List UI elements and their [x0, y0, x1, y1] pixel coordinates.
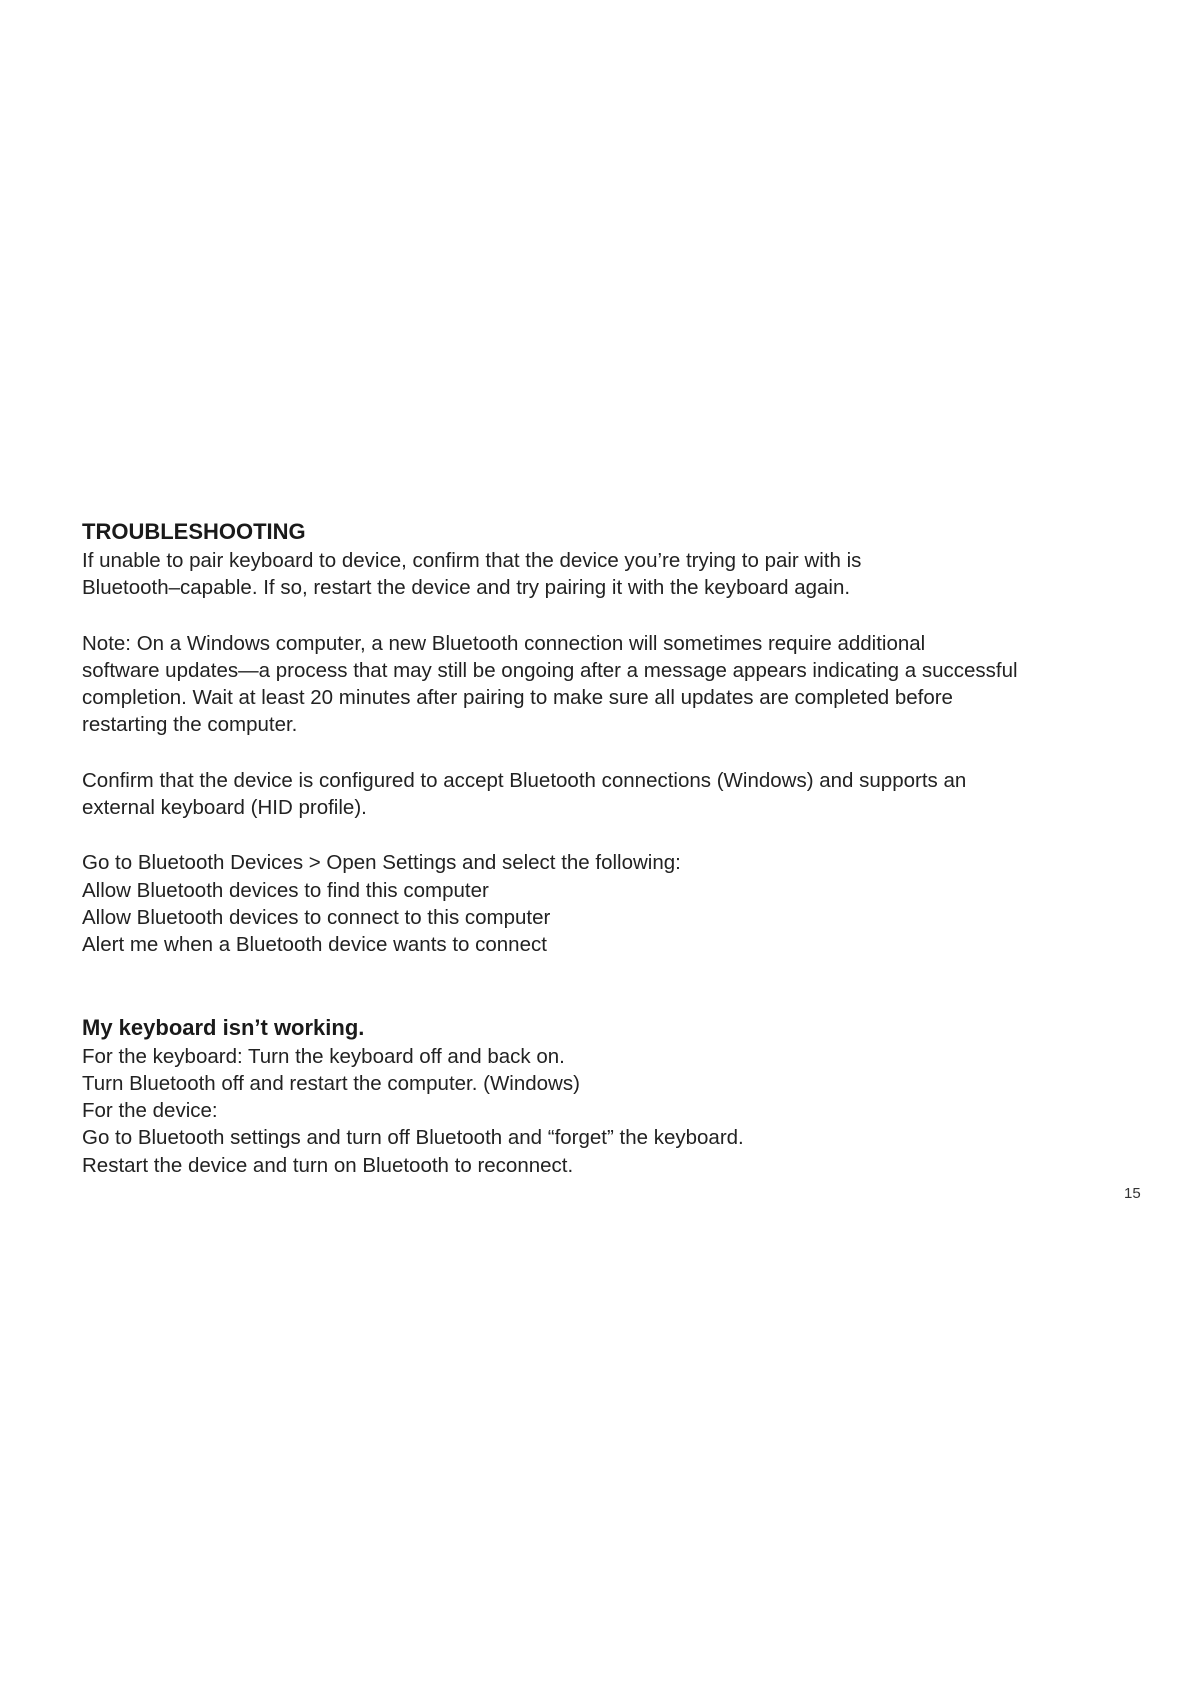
text-line: For the device: [82, 1099, 218, 1123]
configure-paragraph [82, 767, 1112, 822]
text-line: Bluetooth–capable. If so, restart the device and try pairing it with the keyboard again. [82, 576, 851, 600]
text-line: Turn Bluetooth off and restart the computer. (Windows) [82, 1071, 580, 1095]
troubleshooting-heading: TROUBLESHOOTING [82, 519, 306, 544]
text-line: Note: On a Windows computer, a new Bluetooth connection will sometimes require additional [82, 631, 926, 655]
text-line: Go to Bluetooth settings and turn off Bluetooth and “forget” the keyboard. [82, 1126, 744, 1150]
pairing-paragraph [82, 547, 1112, 602]
settings-option: Allow Bluetooth devices to find this computer [82, 878, 489, 902]
text-line: external keyboard (HID profile). [82, 796, 367, 820]
text-line: completion. Wait at least 20 minutes after pairing to make sure all updates are completed before [82, 686, 953, 710]
text-line: For the keyboard: Turn the keyboard off and back on. [82, 1044, 565, 1068]
keyboard-not-working-paragraph [82, 1043, 1112, 1179]
page-number: 15 [1124, 1185, 1141, 1202]
text-line: If unable to pair keyboard to device, confirm that the device you’re trying to pair with is [82, 549, 862, 572]
page-content [82, 517, 1112, 1179]
text-line: Go to Bluetooth Devices > Open Settings and select the following: [82, 851, 681, 875]
text-line: Restart the device and turn on Bluetooth to reconnect. [82, 1153, 574, 1177]
text-line: software updates—a process that may still be ongoing after a message appears indicating a successful [82, 658, 1018, 682]
text-line: Confirm that the device is configured to accept Bluetooth connections (Windows) and supports an [82, 768, 967, 792]
settings-option: Allow Bluetooth devices to connect to this computer [82, 905, 551, 929]
keyboard-not-working-heading: My keyboard isn’t working. [82, 1014, 365, 1040]
windows-note-paragraph [82, 630, 1112, 739]
settings-paragraph [82, 849, 1112, 958]
settings-option: Alert me when a Bluetooth device wants to connect [82, 933, 547, 957]
text-line: restarting the computer. [82, 713, 298, 737]
